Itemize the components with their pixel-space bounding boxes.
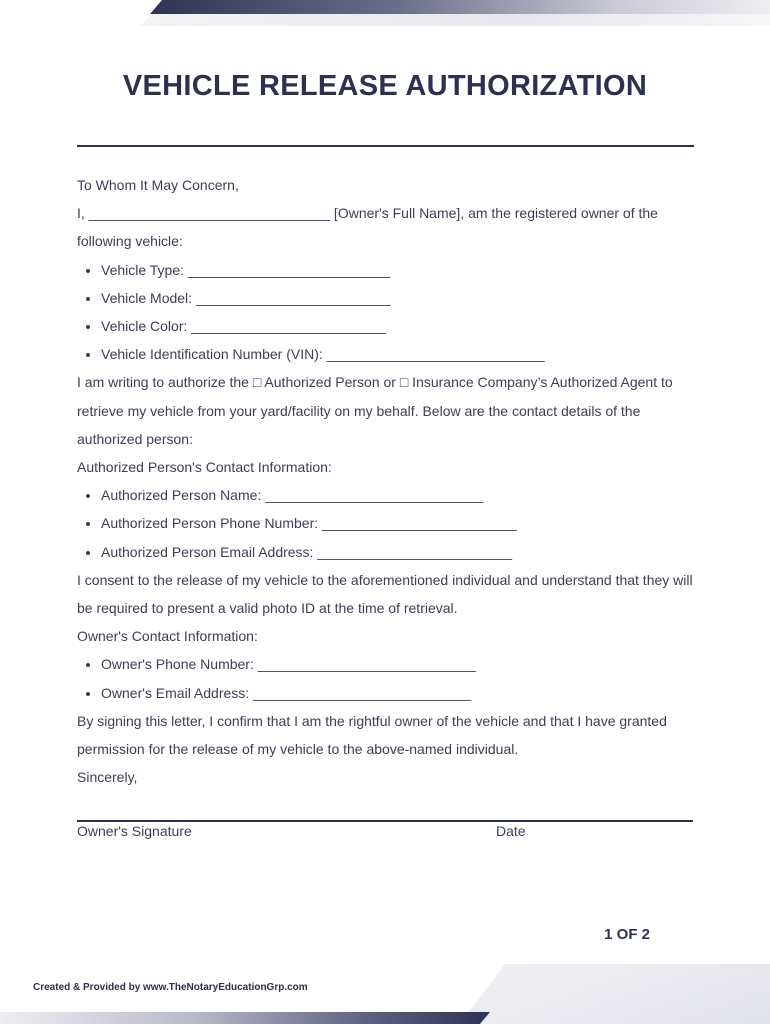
list-item: • Vehicle Model: _________________________ (101, 284, 702, 312)
list-item: • Vehicle Type: __________________________ (101, 256, 702, 284)
list-item: • Vehicle Color: _________________________ (101, 312, 702, 340)
greeting: To Whom It May Concern, (77, 177, 239, 193)
list-item: • Authorized Person Email Address: _________________________ (101, 538, 702, 566)
signature-line (77, 820, 693, 822)
authorized-heading: Authorized Person's Contact Information: (77, 459, 332, 476)
owner-list (77, 650, 702, 706)
owner-heading: Owner's Contact Information: (77, 628, 258, 645)
intro-paragraph: I, _______________________________ [Owner's Full Name], am the registered owner of the following vehicle: (77, 205, 658, 250)
list-item: • Owner's Phone Number: ____________________________ (101, 650, 702, 678)
authorization-paragraph: I am writing to authorize the □ Authorized Person or □ Insurance Company’s Authorized Agent to retrieve my vehicle from your yard/facility on my behalf. Below are the contact details of the authorized person: (77, 374, 673, 447)
footer-credit: Created & Provided by www.TheNotaryEducationGrp.com (33, 982, 308, 993)
closing-paragraph: By signing this letter, I confirm that I am the rightful owner of the vehicle and that I have granted permission for the release of my vehicle to the above-named individual. (77, 712, 667, 758)
footer-decoration (0, 964, 770, 1024)
list-item: • Authorized Person Name: ____________________________ (101, 481, 702, 509)
document-title: VEHICLE RELEASE AUTHORIZATION (122, 70, 648, 102)
sign-off: Sincerely, (77, 769, 138, 786)
list-item: • Vehicle Identification Number (VIN): ____________________________ (101, 340, 702, 368)
authorized-list (77, 481, 702, 566)
letter-body (77, 171, 702, 791)
page-number: 1 OF 2 (604, 926, 650, 943)
header-decoration (0, 0, 770, 26)
date-label: Date (496, 823, 526, 839)
list-item: • Authorized Person Phone Number: _________________________ (101, 509, 702, 537)
list-item: • Owner's Email Address: ____________________________ (101, 679, 702, 707)
title-divider (77, 145, 694, 147)
signature-label: Owner's Signature (77, 823, 192, 839)
consent-paragraph: I consent to the release of my vehicle to the aforementioned individual and understand that they will be required to present a valid photo ID at the time of retrieval. (77, 571, 693, 617)
vehicle-list (77, 256, 702, 369)
